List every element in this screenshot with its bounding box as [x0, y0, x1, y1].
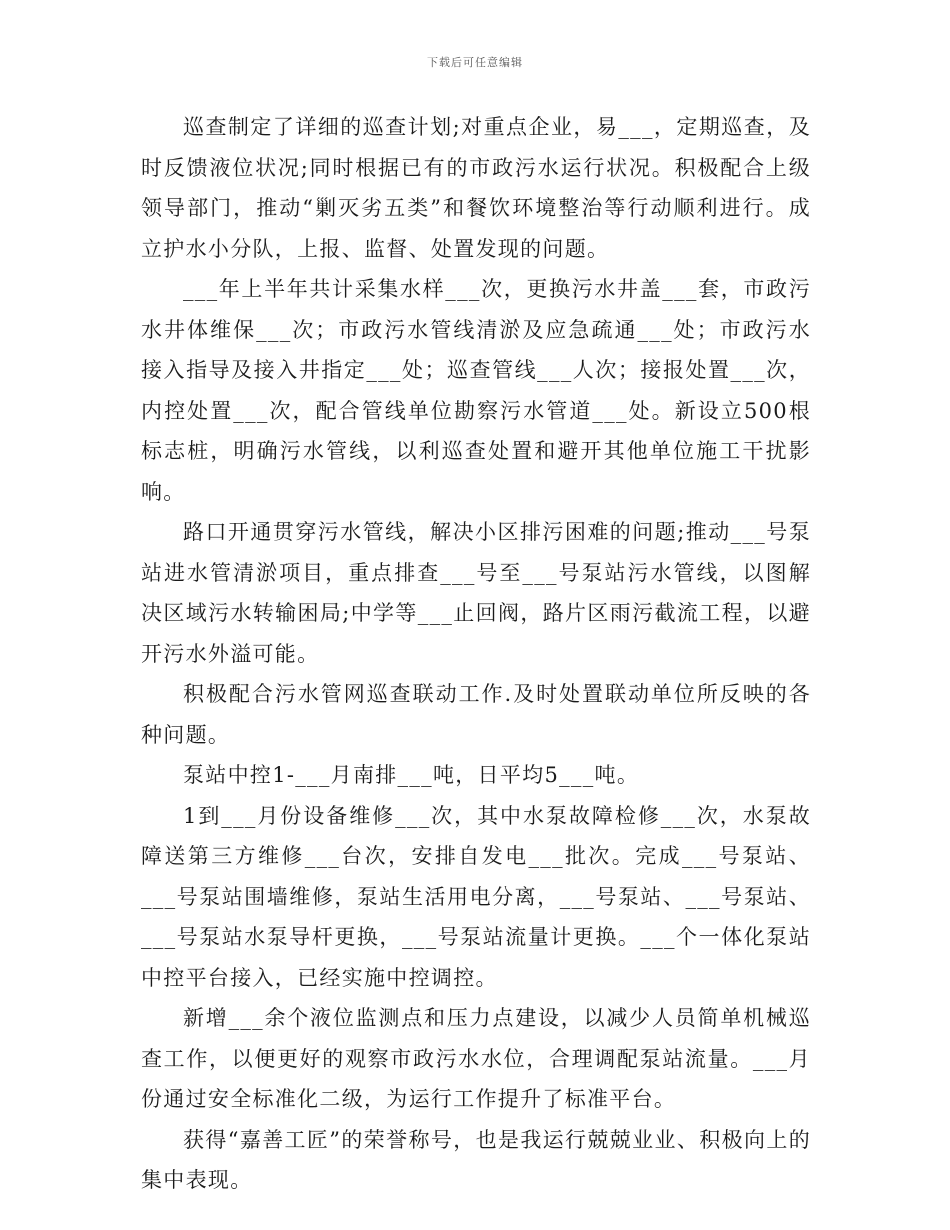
page-header: 下载后可任意编辑 — [427, 56, 523, 69]
paragraph-equipment-maintenance: 1到___月份设备维修___次，其中水泵故障检修___次，水泵故障送第三方维修___台次，安排自发电___批次。完成___号泵站、___号泵站围墙维修，泵站生活用电分离，___号泵站、___号泵站、___号泵站水泵导杆更换，___号泵站流量计更换。___个一体化泵站中控平台接入，已经实施中控调控。 — [141, 803, 811, 990]
paragraph-pipeline-projects: 路口开通贯穿污水管线，解决小区排污困难的问题;推动___号泵站进水管清淤项目，重点排查___号至___号泵站污水管线，以图解决区域污水转输困局;中学等___止回阀，路片区雨污截流工程，以避开污水外溢可能。 — [141, 520, 811, 666]
paragraph-monitoring-points: 新增___余个液位监测点和压力点建设，以减少人员简单机械巡查工作，以便更好的观察市政污水水位，合理调配泵站流量。___月份通过安全标准化二级，为运行工作提升了标准平台。 — [141, 1006, 811, 1111]
paragraph-half-year-stats: ___年上半年共计采集水样___次，更换污水井盖___套，市政污水井体维保___次；市政污水管线清淤及应急疏通___处；市政污水接入指导及接入井指定___处；巡查管线___人次；接报处置___次，内控处置___次，配合管线单位勘察污水管道___处。新设立500根标志桩，明确污水管线，以利巡查处置和避开其他单位施工干扰影响。 — [141, 277, 811, 504]
document-body — [141, 107, 811, 1201]
paragraph-joint-patrol: 积极配合污水管网巡查联动工作.及时处置联动单位所反映的各种问题。 — [141, 682, 811, 747]
paragraph-patrol-plan: 巡查制定了详细的巡查计划;对重点企业，易___，定期巡查，及时反馈液位状况;同时根据已有的市政污水运行状况。积极配合上级领导部门，推动“剿灭劣五类”和餐饮环境整治等行动顺利进行。成立护水小分队，上报、监督、处置发现的问题。 — [141, 115, 811, 261]
paragraph-honor: 获得“嘉善工匠”的荣誉称号，也是我运行兢兢业业、积极向上的集中表现。 — [141, 1127, 811, 1192]
paragraph-pump-station-control: 泵站中控1-___月南排___吨，日平均5___吨。 — [183, 763, 640, 787]
